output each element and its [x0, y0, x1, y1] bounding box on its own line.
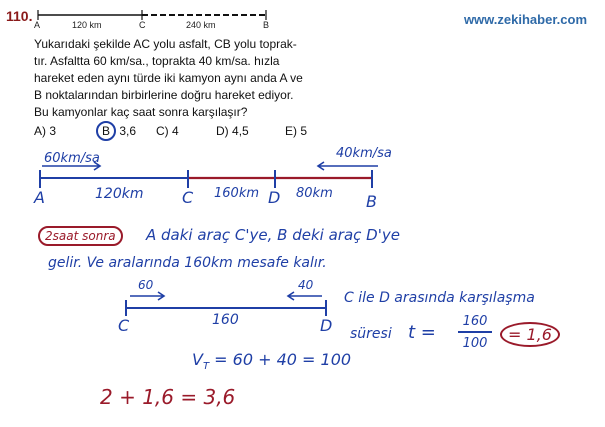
website-label: www.zekihaber.com: [463, 12, 587, 27]
option-d[interactable]: D) 4,5: [216, 124, 249, 138]
note-line-2: gelir. Ve aralarında 160km mesafe kalır.: [48, 255, 327, 271]
selected-circle: B: [96, 121, 116, 141]
question-line: B noktalarından birbirlerine doğru hareket ediyor.: [34, 88, 294, 102]
result-circle: = 1,6: [500, 322, 560, 347]
note-line-1: A daki araç C'ye, B deki araç D'ye: [146, 226, 400, 244]
speed-60-small: 60: [138, 278, 154, 292]
option-c[interactable]: C) 4: [156, 124, 179, 138]
segment-ac-label: 120km: [95, 186, 144, 202]
label-b: B: [263, 20, 270, 30]
speed-40-label: 40km/sa: [336, 146, 392, 161]
option-b-selected[interactable]: B 3,6: [96, 124, 136, 141]
point-a: A: [34, 188, 45, 207]
label-ac-distance: 120 km: [72, 20, 102, 30]
boxed-note: 2saat sonra: [38, 226, 123, 246]
label-c: C: [139, 20, 146, 30]
distance-160: 160: [212, 312, 239, 328]
segment-db-label: 80km: [296, 186, 333, 201]
speed-40-small: 40: [298, 278, 314, 292]
caption-label-sure: süresi: [350, 326, 392, 342]
route-diagram-printed: [30, 6, 280, 34]
option-a[interactable]: A) 3: [34, 124, 57, 138]
arrow-left-icon: [288, 292, 322, 300]
point-d: D: [268, 188, 281, 207]
question-line: Bu kamyonlar kaç saat sonra karşılaşır?: [34, 105, 248, 119]
total-speed: $V_T = 60 + 40 = 100$: [192, 350, 352, 373]
point-d2: D: [320, 316, 333, 335]
option-e[interactable]: E) 5: [285, 124, 308, 138]
fraction-numerator: 160: [462, 314, 488, 329]
point-c: C: [182, 188, 194, 207]
speed-60-label: 60km/sa: [44, 151, 100, 166]
label-cb-distance: 240 km: [186, 20, 216, 30]
arrow-left-icon: [318, 162, 378, 170]
final-sum: 2 + 1,6 = 3,6: [100, 385, 236, 409]
point-b: B: [366, 192, 377, 211]
question-line: hareket eden aynı türde iki kamyon aynı anda A ve: [34, 71, 303, 85]
segment-cd-label: 160km: [214, 186, 260, 201]
label-a: A: [34, 20, 41, 30]
t-equals: t =: [408, 322, 436, 343]
point-c2: C: [118, 316, 130, 335]
fraction-denominator: 100: [462, 336, 488, 351]
question-line: tır. Asfaltta 60 km/sa., toprakta 40 km/sa. hızla: [34, 54, 280, 68]
question-number: 110.: [6, 8, 33, 24]
question-line: Yukarıdaki şekilde AC yolu asfalt, CB yolu toprak-: [34, 37, 297, 51]
caption-line-1: C ile D arasında karşılaşma: [344, 290, 535, 306]
arrow-right-icon: [130, 292, 164, 300]
fraction-bar: [458, 331, 492, 333]
question-text: [34, 36, 344, 121]
